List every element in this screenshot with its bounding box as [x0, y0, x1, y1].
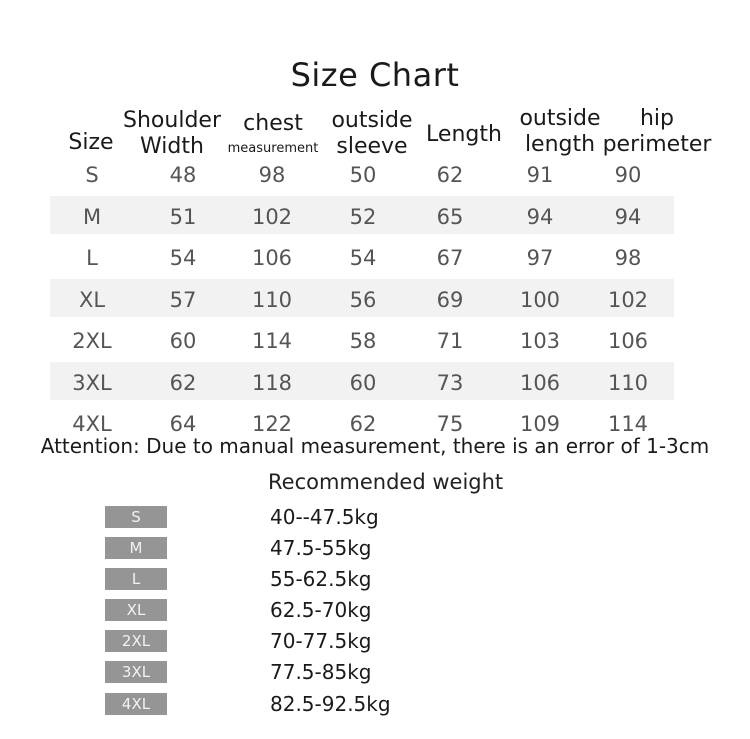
measurement-cell: 122	[251, 412, 293, 436]
size-cell: S	[85, 163, 99, 187]
measurement-cell: 48	[169, 163, 197, 187]
measurement-cell: 109	[519, 412, 561, 436]
weight-row	[0, 505, 750, 531]
measurement-cell: 60	[169, 329, 197, 353]
measurement-cell: 110	[251, 287, 293, 312]
weight-range: 40--47.5kg	[270, 505, 379, 529]
measurement-cell: 94	[614, 204, 642, 229]
header-outside-sleeve	[330, 108, 414, 160]
measurement-cell: 62	[436, 163, 464, 187]
measurement-cell: 65	[436, 204, 464, 229]
measurement-cell: 62	[349, 412, 377, 436]
header-hip-perimeter	[602, 106, 712, 158]
header-chest-line2: measurement	[227, 141, 319, 156]
measurement-cell: 73	[436, 370, 464, 395]
measurement-cell: 51	[169, 204, 197, 229]
size-badge: XL	[105, 599, 167, 621]
weight-range: 70-77.5kg	[270, 629, 372, 653]
measurement-cell: 97	[526, 246, 554, 270]
header-olength-line1: outside	[519, 106, 601, 131]
header-size-label: Size	[68, 130, 114, 155]
header-hip-line1: hip	[639, 106, 675, 131]
weight-range: 82.5-92.5kg	[270, 692, 391, 716]
weight-row	[0, 692, 750, 718]
measurement-cell: 64	[169, 412, 197, 436]
table-row	[0, 157, 750, 193]
weight-range: 77.5-85kg	[270, 660, 372, 684]
weight-range: 62.5-70kg	[270, 598, 372, 622]
measurement-cell: 106	[519, 370, 561, 395]
header-length	[422, 122, 506, 148]
size-badge: 4XL	[105, 693, 167, 715]
header-sleeve-line2: sleeve	[336, 134, 408, 159]
size-badge: L	[105, 568, 167, 590]
measurement-cell: 52	[349, 204, 377, 229]
attention-note: Attention: Due to manual measurement, there is an error of 1-3cm	[40, 434, 710, 458]
header-shoulder-line2: Width	[140, 134, 204, 159]
measurement-cell: 58	[349, 329, 377, 353]
header-sleeve-line1: outside	[331, 108, 413, 133]
measurement-cell: 50	[349, 163, 377, 187]
weight-row	[0, 660, 750, 686]
size-cell: M	[82, 204, 102, 229]
size-badge: 3XL	[105, 661, 167, 683]
weight-row	[0, 536, 750, 562]
size-cell: 3XL	[72, 370, 112, 395]
size-cell: L	[86, 246, 98, 270]
weight-row	[0, 629, 750, 655]
measurement-cell: 106	[607, 329, 649, 353]
measurement-cell: 56	[349, 287, 377, 312]
header-size	[65, 130, 117, 156]
header-outside-length	[516, 106, 604, 158]
measurement-cell: 75	[436, 412, 464, 436]
header-olength-line2: length	[524, 132, 596, 157]
measurement-cell: 54	[349, 246, 377, 270]
measurement-cell: 57	[169, 287, 197, 312]
measurement-cell: 90	[614, 163, 642, 187]
table-row	[0, 240, 750, 276]
header-shoulder-line1: Shoulder	[123, 108, 221, 133]
header-length-label: Length	[426, 122, 502, 147]
table-row	[0, 365, 750, 401]
size-cell: 2XL	[72, 329, 112, 353]
measurement-cell: 71	[436, 329, 464, 353]
measurement-cell: 114	[251, 329, 293, 353]
measurement-cell: 103	[519, 329, 561, 353]
size-cell: 4XL	[72, 412, 112, 436]
size-cell: XL	[78, 287, 106, 312]
measurement-cell: 118	[251, 370, 293, 395]
size-badge: M	[105, 537, 167, 559]
measurement-cell: 69	[436, 287, 464, 312]
header-chest	[218, 111, 328, 157]
measurement-cell: 102	[251, 204, 293, 229]
weight-range: 55-62.5kg	[270, 567, 372, 591]
size-badge: 2XL	[105, 630, 167, 652]
table-row	[0, 323, 750, 359]
header-shoulder-width	[122, 108, 222, 160]
measurement-cell: 54	[169, 246, 197, 270]
measurement-cell: 67	[436, 246, 464, 270]
measurement-cell: 100	[519, 287, 561, 312]
measurement-cell: 94	[526, 204, 554, 229]
weight-row	[0, 598, 750, 624]
table-row	[0, 282, 750, 318]
size-badge: S	[105, 506, 167, 528]
measurement-cell: 98	[614, 246, 642, 270]
measurement-cell: 98	[258, 163, 286, 187]
measurement-cell: 110	[607, 370, 649, 395]
weight-row	[0, 567, 750, 593]
recommended-weight-title: Recommended weight	[268, 470, 504, 494]
weight-range: 47.5-55kg	[270, 536, 372, 560]
measurement-cell: 60	[349, 370, 377, 395]
table-row	[0, 199, 750, 235]
measurement-cell: 102	[607, 287, 649, 312]
header-hip-line2: perimeter	[602, 132, 712, 157]
measurement-cell: 62	[169, 370, 197, 395]
measurement-cell: 106	[251, 246, 293, 270]
measurement-cell: 114	[607, 412, 649, 436]
measurement-cell: 91	[526, 163, 554, 187]
page-title: Size Chart	[290, 56, 460, 94]
header-chest-line1: chest	[243, 111, 303, 136]
